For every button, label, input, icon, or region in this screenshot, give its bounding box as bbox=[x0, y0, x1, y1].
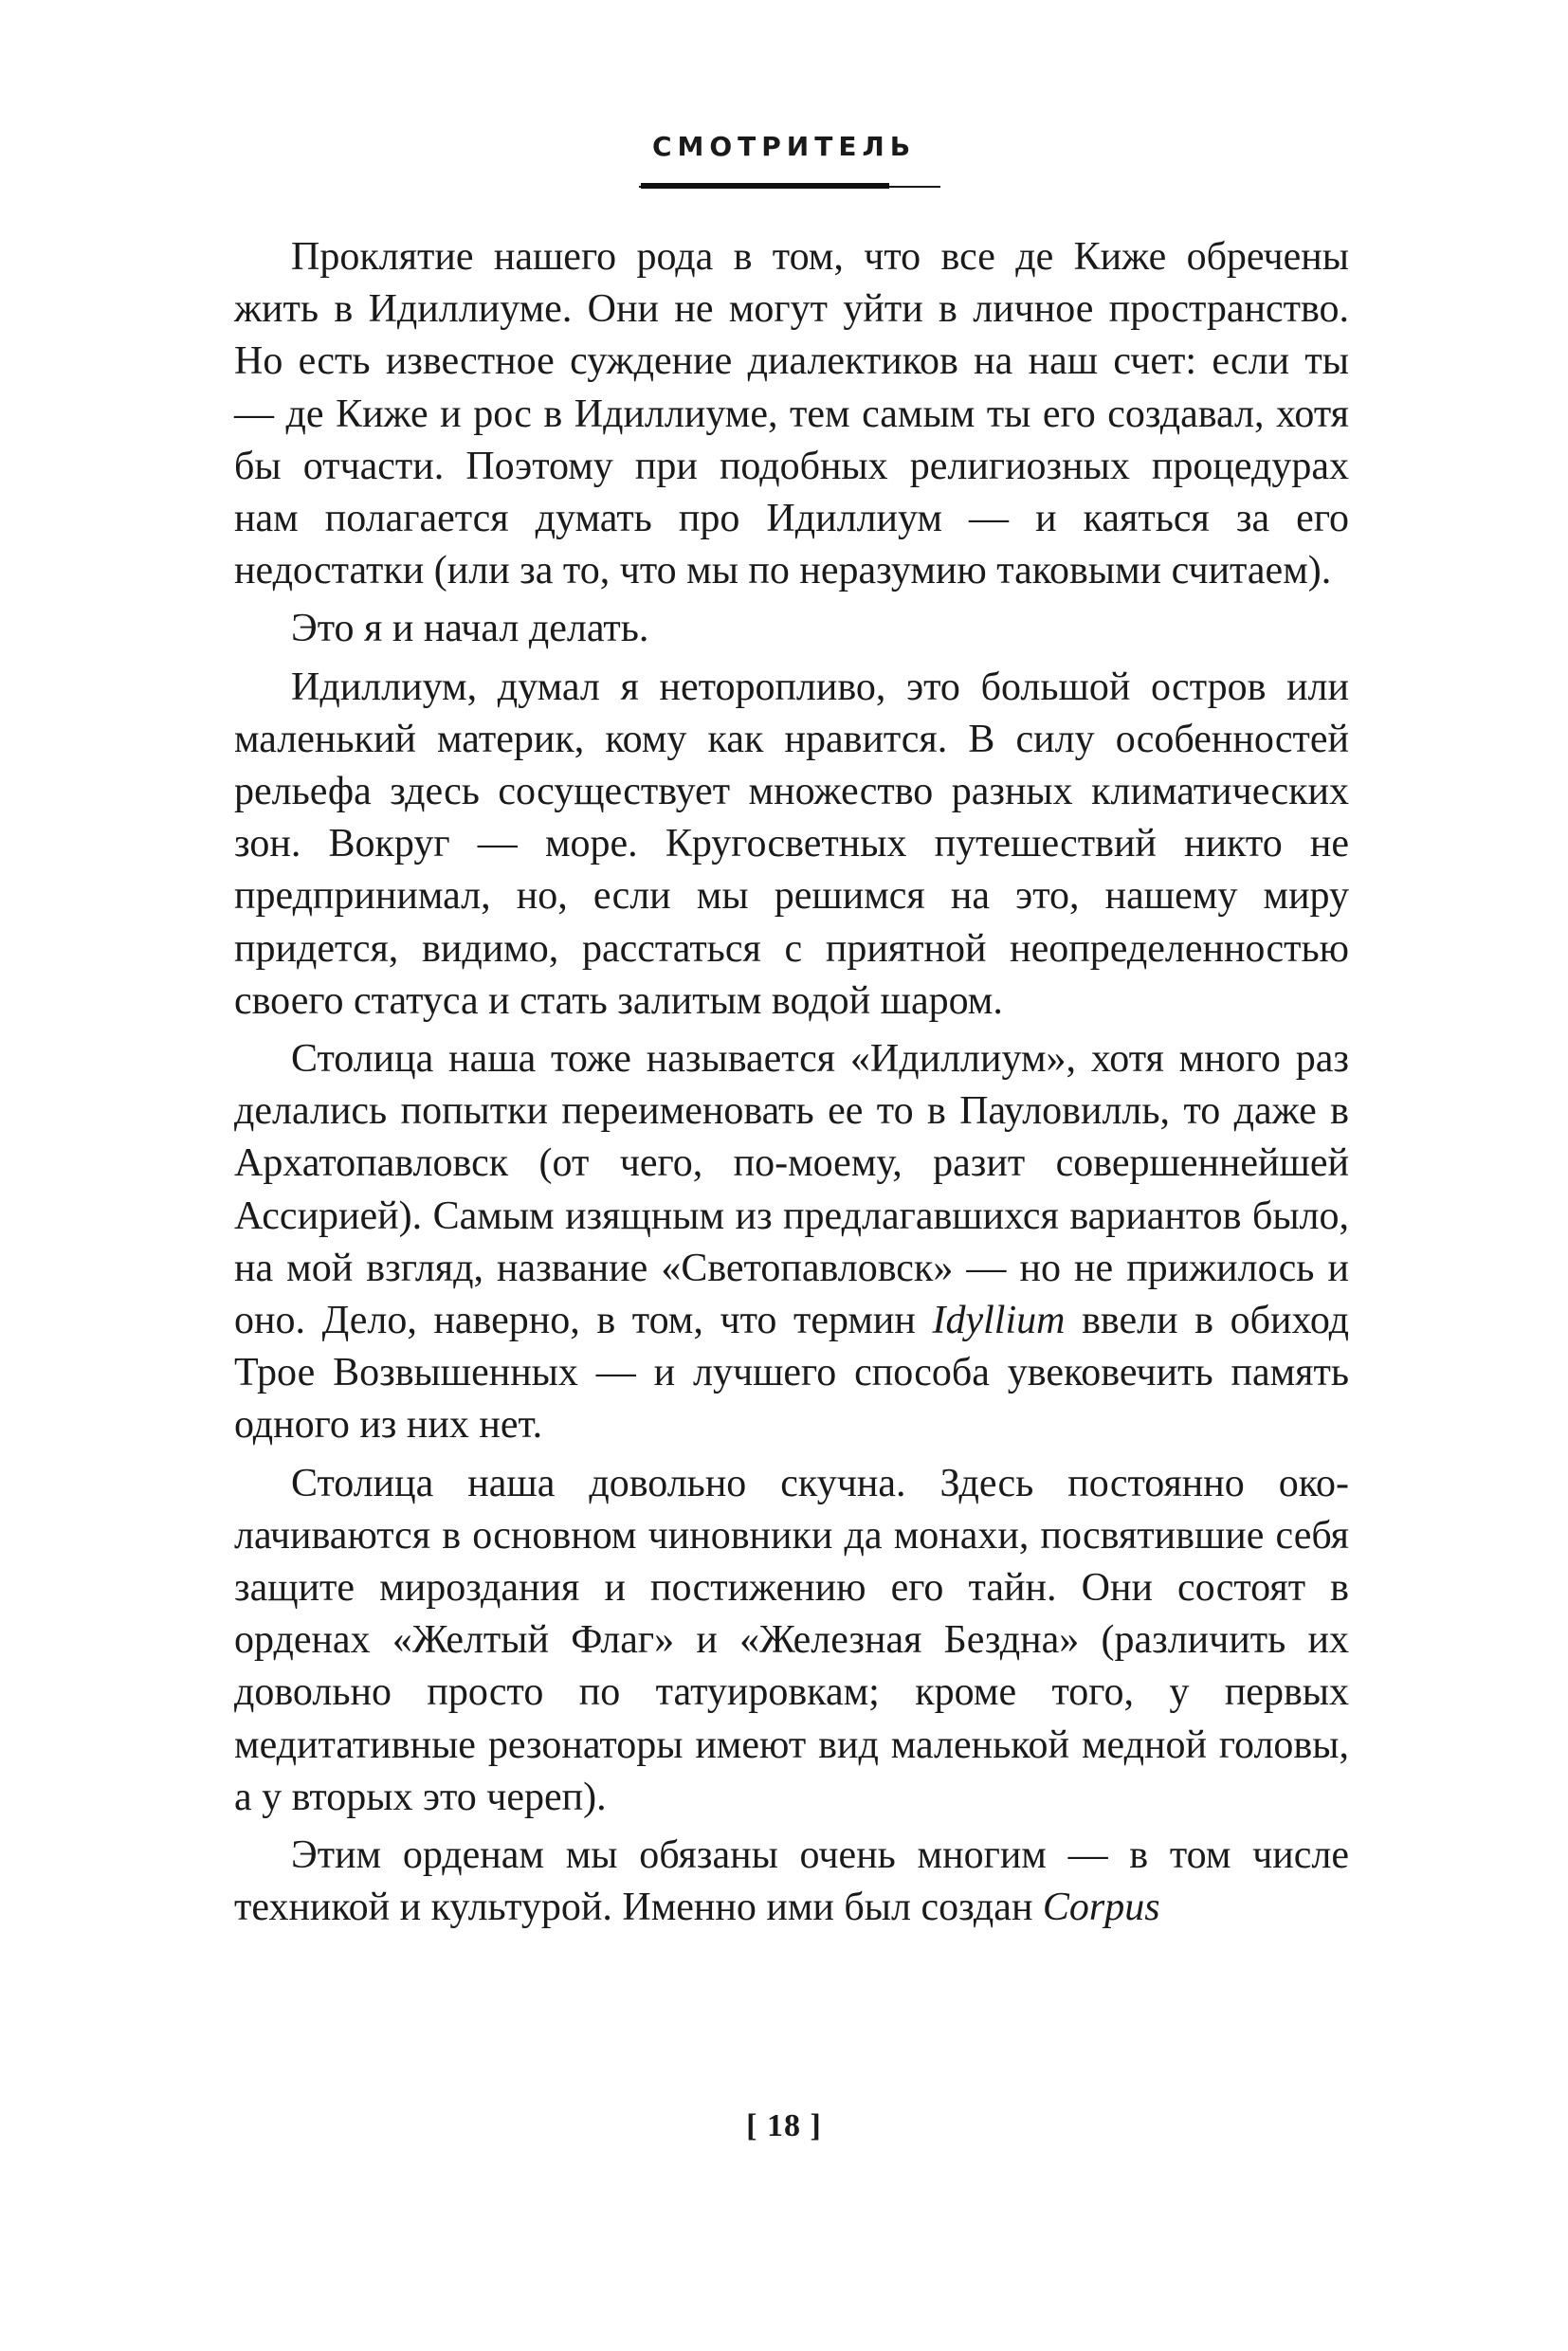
paragraph-4-part-1: Столица наша тоже называется «Идиллиум», хотя много раз делались попытки переименовать ее то в Пауловилль, то даже в Архатопавловск (от чего, по-моему, разит совершеннейшей Ассирией). Самым изящным из предлагавшихся вариантов было, на мой взгляд, название «Светопавловск» — но не прижилось и оно. Дело, наверно, в том, что термин bbox=[234, 1037, 1349, 1343]
paragraph-6-part-1: Этим орденам мы обязаны очень многим — в том числе техникой и культурой. Именно ими был создан bbox=[234, 1833, 1349, 1930]
paragraph-1: Проклятие нашего рода в том, что все де Киже обречены жить в Идиллиуме. Они не могут уйти в личное пространство. Но есть известное суждение диалектиков на наш счет: если ты — де Киже и рос в Идиллиуме, тем самым ты его создавал, хотя бы отчасти. Поэтому при подобных религиозных процедурах нам полагается думать про Идиллиум — и каяться за его недостатки (или за то, что мы по неразумию таковыми считаем). bbox=[234, 235, 1349, 593]
page-number: [ 18 ] bbox=[746, 2108, 822, 2143]
running-head-rule-accent bbox=[641, 183, 889, 189]
paragraph-5: Столица наша довольно скучна. Здесь постоянно околачиваются в основном чиновники да монахи, посвятившие себя защите мироздания и постижению его тайн. Они состоят в орденах «Желтый Флаг» и «Железная Бездна» (различить их довольно просто по татуировкам; кроме того, у первых медитативные резонаторы имеют вид маленькой медной головы, а у вторых это череп). bbox=[234, 1461, 1349, 1819]
running-head: СМОТРИТЕЛЬ bbox=[651, 131, 917, 162]
paragraph-6 bbox=[234, 1830, 1349, 1934]
paragraph-3: Идиллиум, думал я неторопливо, это большой остров или маленький материк, кому как нравится. В силу особенностей рельефа здесь сосуществует множество разных климатических зон. Вокруг — море. Кругосветных путешествий никто не предпринимал, но, если мы решимся на это, нашему миру придется, видимо, расстаться с приятной неопределенностью своего статуса и стать залитым водой шаром. bbox=[234, 665, 1349, 1023]
paragraph-4 bbox=[234, 1033, 1349, 1452]
paragraph-4-part-2: ввели в обиход Трое Возвышенных — и лучшего способа увековечить память одного из них нет. bbox=[234, 1299, 1349, 1448]
body-text bbox=[234, 231, 1349, 1935]
paragraph-6-term-corpus: Corpus bbox=[1042, 1886, 1160, 1930]
paragraph-2: Это я и начал делать. bbox=[291, 607, 649, 651]
paragraph-4-term-idyllium: Idyllium bbox=[932, 1299, 1066, 1343]
